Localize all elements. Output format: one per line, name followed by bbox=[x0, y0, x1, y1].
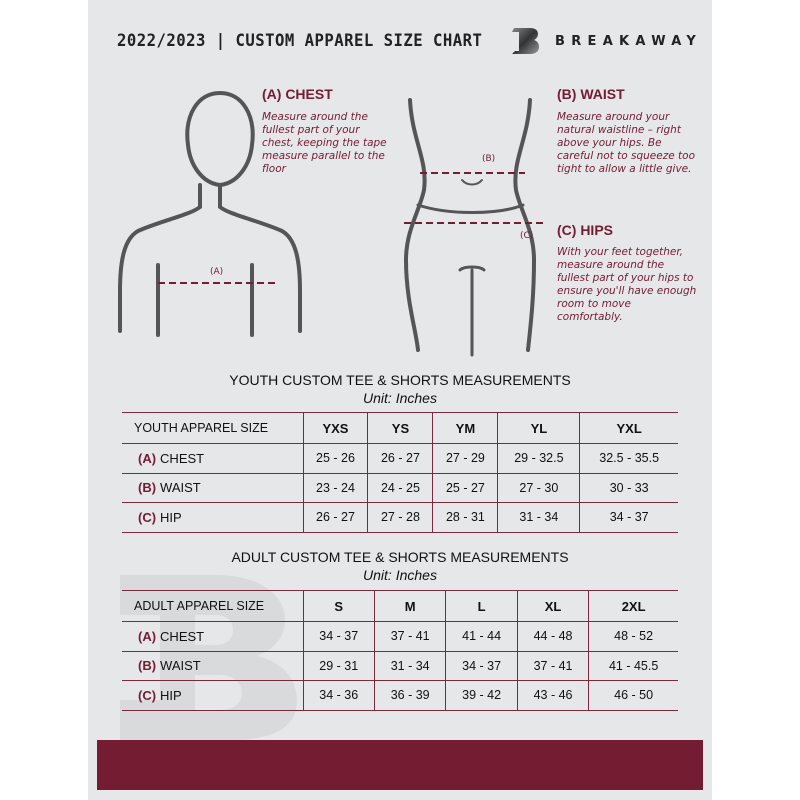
cell: 37 - 41 bbox=[517, 651, 588, 681]
cell: 34 - 37 bbox=[446, 651, 517, 681]
waist-hip-figure-illustration bbox=[400, 95, 550, 360]
cell: 23 - 24 bbox=[303, 473, 368, 503]
row-code: (B) bbox=[138, 658, 157, 674]
cell: 28 - 31 bbox=[433, 503, 498, 533]
row-code: (C) bbox=[138, 687, 157, 703]
cell: 48 - 52 bbox=[589, 622, 678, 652]
cell: 44 - 48 bbox=[517, 622, 588, 652]
youth-size-table bbox=[122, 412, 678, 533]
cell: 34 - 37 bbox=[580, 503, 678, 533]
size-header: YXL bbox=[580, 413, 678, 444]
cell: 34 - 37 bbox=[303, 622, 374, 652]
cell: 29 - 32.5 bbox=[498, 444, 580, 474]
row-name: HIP bbox=[160, 687, 182, 703]
size-header: L bbox=[446, 591, 517, 622]
waist-description: Measure around your natural waistline – right above your hips. Be careful not to squeeze too tight to allow a little give. bbox=[557, 111, 695, 175]
cell: 32.5 - 35.5 bbox=[580, 444, 678, 474]
cell: 37 - 41 bbox=[374, 622, 445, 652]
table-header-row bbox=[122, 413, 678, 444]
youth-section-title: YOUTH CUSTOM TEE & SHORTS MEASUREMENTS bbox=[229, 372, 571, 388]
chest-marker: (A) bbox=[210, 267, 224, 277]
cell: 31 - 34 bbox=[374, 651, 445, 681]
cell: 36 - 39 bbox=[374, 681, 445, 711]
cell: 34 - 36 bbox=[303, 681, 374, 711]
breakaway-logo-icon bbox=[510, 24, 544, 58]
chest-description: Measure around the fullest part of your chest, keeping the tape measure parallel to the floor bbox=[262, 111, 387, 175]
cell: 27 - 30 bbox=[498, 473, 580, 503]
table-row bbox=[122, 503, 678, 533]
table-row bbox=[122, 444, 678, 474]
cell: 26 - 27 bbox=[303, 503, 368, 533]
row-name: CHEST bbox=[160, 450, 205, 466]
cell: 27 - 29 bbox=[433, 444, 498, 474]
adult-unit: Unit: Inches bbox=[363, 567, 437, 583]
cell: 29 - 31 bbox=[303, 651, 374, 681]
cell: 39 - 42 bbox=[446, 681, 517, 711]
waist-heading: (B) WAIST bbox=[557, 86, 625, 102]
size-header: YL bbox=[498, 413, 580, 444]
size-header: M bbox=[374, 591, 445, 622]
adult-size-table bbox=[122, 590, 678, 711]
size-label: ADULT APPAREL SIZE bbox=[122, 591, 303, 622]
cell: 25 - 26 bbox=[303, 444, 368, 474]
table-row bbox=[122, 473, 678, 503]
size-header: YM bbox=[433, 413, 498, 444]
cell: 31 - 34 bbox=[498, 503, 580, 533]
size-header: YXS bbox=[303, 413, 368, 444]
hips-description: With your feet together, measure around the fullest part of your hips to ensure you'll have enough room to move comfortably. bbox=[557, 246, 697, 323]
size-header: XL bbox=[517, 591, 588, 622]
cell: 24 - 25 bbox=[368, 473, 433, 503]
page-title: 2022/2023 | CUSTOM APPAREL SIZE CHART bbox=[117, 31, 483, 51]
waist-marker: (B) bbox=[482, 154, 496, 164]
cell: 41 - 45.5 bbox=[589, 651, 678, 681]
row-name: HIP bbox=[160, 509, 182, 525]
table-header-row bbox=[122, 591, 678, 622]
row-code: (A) bbox=[138, 628, 157, 644]
adult-section-title: ADULT CUSTOM TEE & SHORTS MEASUREMENTS bbox=[231, 549, 569, 565]
table-row bbox=[122, 622, 678, 652]
cell: 26 - 27 bbox=[368, 444, 433, 474]
brand-name: BREAKAWAY bbox=[555, 34, 703, 49]
cell: 43 - 46 bbox=[517, 681, 588, 711]
size-label: YOUTH APPAREL SIZE bbox=[122, 413, 303, 444]
footer-band bbox=[97, 740, 703, 790]
row-name: WAIST bbox=[160, 658, 201, 674]
row-name: WAIST bbox=[160, 480, 201, 496]
table-row bbox=[122, 651, 678, 681]
row-code: (B) bbox=[138, 480, 157, 496]
cell: 41 - 44 bbox=[446, 622, 517, 652]
cell: 30 - 33 bbox=[580, 473, 678, 503]
youth-unit: Unit: Inches bbox=[363, 390, 437, 406]
chest-heading: (A) CHEST bbox=[262, 86, 333, 102]
cell: 46 - 50 bbox=[589, 681, 678, 711]
cell: 27 - 28 bbox=[368, 503, 433, 533]
table-row bbox=[122, 681, 678, 711]
row-code: (A) bbox=[138, 450, 157, 466]
size-header: S bbox=[303, 591, 374, 622]
row-name: CHEST bbox=[160, 628, 205, 644]
cell: 25 - 27 bbox=[433, 473, 498, 503]
hip-marker: (C) bbox=[520, 231, 534, 241]
size-header: 2XL bbox=[589, 591, 678, 622]
row-code: (C) bbox=[138, 509, 157, 525]
hips-heading: (C) HIPS bbox=[557, 222, 613, 238]
size-header: YS bbox=[368, 413, 433, 444]
